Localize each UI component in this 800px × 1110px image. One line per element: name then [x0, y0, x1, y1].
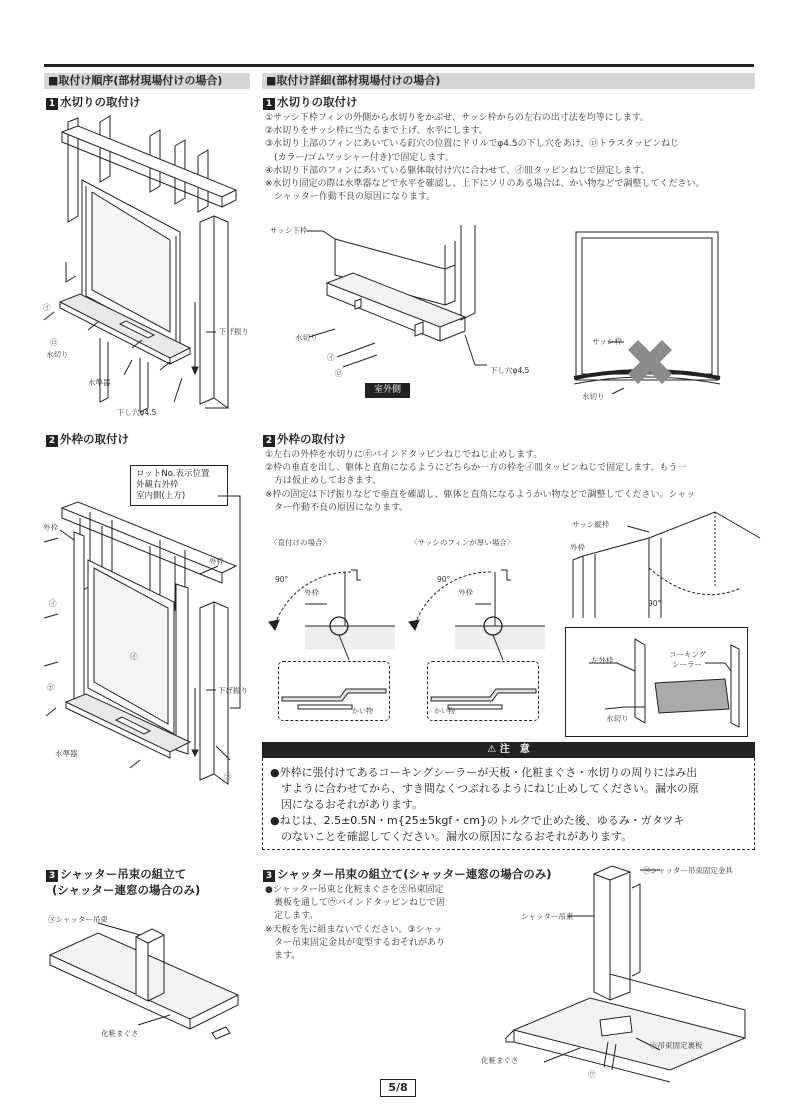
step2-overview-figure — [40, 488, 255, 788]
instruction-line: ①サッシ下枠フィンの外側から水切りをかぶせ、サッシ枠からの左右の出寸法を均等にします。 — [265, 113, 650, 123]
label-mizukiri-detail: 水切り — [295, 333, 318, 342]
warning-icon: ⚠ — [487, 744, 500, 755]
step-number: 3 — [46, 870, 58, 882]
label-ho-fig2a: ㋭ — [47, 683, 55, 692]
label-mizukiri: 水切り — [46, 350, 69, 359]
step1-instructions — [265, 112, 705, 204]
lot-line: ロットNo.表示位置 — [136, 469, 210, 479]
step-number: 1 — [46, 98, 58, 110]
label-mizukiri-warning: 水切り — [582, 392, 605, 401]
lot-line: 外観右外枠 — [136, 480, 179, 490]
left-step2-title — [46, 432, 129, 447]
label-hidari-sotowaku: 左外枠 — [591, 656, 614, 665]
label-shutter-tsuritsuka-right: シャッター吊束 — [521, 912, 574, 921]
shutter-tsuritsuka-label: シャッター吊束 — [55, 915, 108, 924]
instruction-line: ※天板を先に組まないでください。③シャッ — [265, 924, 443, 935]
caulking-figure — [565, 627, 748, 737]
step-number: 2 — [46, 435, 58, 447]
instruction-line: シャッター作動不良の原因になります。 — [265, 192, 436, 203]
right-section-header: ■取付け詳細(部材現場付けの場合) — [262, 73, 755, 89]
instruction-line: ④水切り下部のフィンにあいている躯体取付け穴に合わせて、㋑皿タッピンねじで固定します。 — [265, 165, 650, 176]
instruction-line: ※枠の固定は下げ振りなどで垂直を確認し、躯体と直角になるようかい物などで調整してください。シャッ — [265, 489, 696, 500]
instruction-line: ター作動不良の原因になります。 — [265, 502, 409, 513]
caution-line: ●ねじは、2.5±0.5N・m{25±5kgf・cm}のトルクで止めた後、ゆるみ・ガタツキ — [270, 814, 685, 827]
caution-line: すように合わせてから、すき間なくつぶれるようにねじ止めしてください。漏水の原 — [270, 782, 699, 795]
label-sasshi-waku: サッシ枠 — [592, 337, 622, 346]
instruction-line: 方は仮止めしておきます。 — [265, 476, 382, 487]
left-step3-subtitle: (シャッター連窓の場合のみ) — [52, 883, 201, 897]
top-rule — [44, 64, 754, 67]
label-caulking-2: シーラー — [672, 660, 702, 669]
instruction-line: ③水切り上部のフィンにあいている釘穴の位置にドリルでφ4.5の下し穴をあけ、㋺トラスタッピンねじ — [265, 139, 679, 150]
sash-frame-warning-figure — [572, 228, 722, 403]
instruction-line: ②枠の垂直を出し、躯体と直角になるようにどちらか一方の枠を㋑皿タッピンねじで固定します。もう一 — [265, 463, 687, 474]
step-title-text: 水切りの取付け — [277, 95, 358, 109]
label-i-detail: ㋑ — [327, 353, 335, 362]
label-kaimono-left: かい物 — [352, 707, 373, 715]
label-deg90-right: 90° — [437, 575, 451, 584]
label-fin-atsui: 〈サッシのフィンが厚い場合〉 — [410, 538, 515, 547]
instruction-line: ター吊束固定金具が変型するおそれがあり — [265, 937, 446, 948]
kanagu-label: シャッター吊束固定金具 — [650, 866, 733, 875]
label-ho-fig2b: ㋭ — [224, 772, 232, 781]
right-step2-title — [263, 432, 346, 447]
label-sotowaku-d1: 外枠 — [304, 588, 319, 597]
step-title-text: 外枠の取付け — [60, 432, 129, 446]
left-step3-title — [46, 867, 186, 882]
step-title-text: 外枠の取付け — [277, 432, 346, 446]
label-sagefuri: 下げ振り — [219, 327, 249, 336]
zoom-shims — [278, 661, 540, 721]
uraita-label: 吊束固定裏板 — [657, 1041, 703, 1050]
left-step1-title — [46, 95, 141, 110]
label-kaimono-right: かい物 — [434, 707, 455, 715]
label-shitashi-detail: 下し穴φ4.5 — [490, 366, 530, 375]
label-kesho-magusa-left: 化粧まぐさ — [101, 1029, 139, 1038]
step1-overview-figure — [40, 112, 255, 422]
label-deg90-corner: 90° — [648, 599, 662, 608]
instruction-line: 定します。 — [265, 911, 319, 922]
label-shitashi: 下し穴φ4.5 — [117, 408, 157, 417]
instruction-line: ※水切り固定の際は水準器などで水平を確認し、上下にソリのある場合は、かい物などで調整してください。 — [265, 179, 705, 190]
caution-line: のないことを確認してください。漏水の原因になるおそれがあります。 — [270, 830, 633, 843]
caution-title-text: 注 意 — [499, 744, 530, 755]
label-nu-left — [48, 915, 108, 924]
label-sagefuri-fig2: 下げ振り — [218, 686, 248, 695]
step3-overview-figure — [40, 915, 250, 1055]
step2-instructions — [265, 449, 695, 515]
label-i: ㋑ — [43, 303, 51, 312]
instruction-line: ●シャッター吊束と化粧まぐさを㋕吊束固定 — [265, 885, 444, 895]
label-sotowaku-corner: 外枠 — [570, 543, 585, 552]
instruction-line: ②水切りをサッシ枠に当たるまで上げ、水平にします。 — [265, 126, 488, 137]
outdoor-side-badge: 室外側 — [365, 383, 410, 398]
caution-line: 因になるおそれがあります。 — [270, 798, 424, 811]
caution-title — [262, 742, 755, 758]
ka-mark: ㋕ — [650, 1041, 658, 1050]
label-suijunki: 水準器 — [88, 378, 111, 387]
label-caulking-1: コーキング — [669, 650, 707, 659]
page-number: 5/8 — [380, 1079, 416, 1097]
label-ka-right — [650, 1041, 703, 1050]
label-kesho-magusa-right: 化粧まぐさ — [481, 1056, 519, 1065]
label-sasshi-shitawaku: サッシ下枠 — [270, 226, 308, 235]
nu-mark: ㋦ — [643, 866, 651, 875]
label-sotowaku-right: 外枠 — [209, 557, 224, 566]
label-chokuzuke: 〈直付けの場合〉 — [270, 538, 330, 547]
instruction-line: ①左右の外枠を水切りに㋭バインドタッピンねじでねじ止めします。 — [265, 450, 543, 460]
label-nu-right — [643, 866, 733, 875]
label-suijunki-fig2: 水準器 — [55, 749, 78, 758]
label-mizukiri-caulking: 水切り — [606, 714, 629, 723]
label-i-fig2a: ㋑ — [49, 599, 57, 608]
caution-line: ●外枠に張付けてあるコーキングシーラーが天板・化粧まぐさ・水切りの周りにはみ出 — [270, 766, 698, 779]
instruction-line: (カラー/ゴムワッシャー付き)で固定します。 — [265, 152, 454, 163]
step-number: 1 — [263, 98, 275, 110]
lot-line: 室内側(上方) — [136, 491, 186, 501]
label-deg90-left: 90° — [275, 575, 289, 584]
instruction-line: 裏板を通して㋒バインドタッピンねじで固 — [265, 898, 446, 909]
step-title-text: シャッター吊束の組立て — [60, 867, 187, 881]
step-number: 3 — [263, 870, 275, 882]
label-ro: ㋺ — [50, 338, 58, 347]
label-wa-right: ㋻ — [588, 1070, 596, 1079]
instruction-line: ます。 — [265, 951, 301, 962]
label-ro-detail: ㋺ — [335, 369, 343, 378]
label-sotowaku-left: 外枠 — [43, 523, 58, 532]
step-number: 2 — [263, 435, 275, 447]
step-title-text: 水切りの取付け — [60, 95, 141, 109]
step3-instructions — [265, 884, 445, 963]
label-sasshi-tatewaku: サッシ縦枠 — [572, 520, 610, 529]
right-step1-title — [263, 95, 358, 110]
step-title-text: シャッター吊束の組立て(シャッター連窓の場合のみ) — [277, 867, 552, 881]
nu-mark: ㋦ — [48, 915, 56, 924]
label-sotowaku-d2: 外枠 — [458, 588, 473, 597]
label-i-fig2b: ㋑ — [130, 652, 138, 661]
left-section-header: ■取付け順序(部材現場付けの場合) — [44, 73, 250, 89]
shutter-assembly-figure — [480, 862, 765, 1082]
